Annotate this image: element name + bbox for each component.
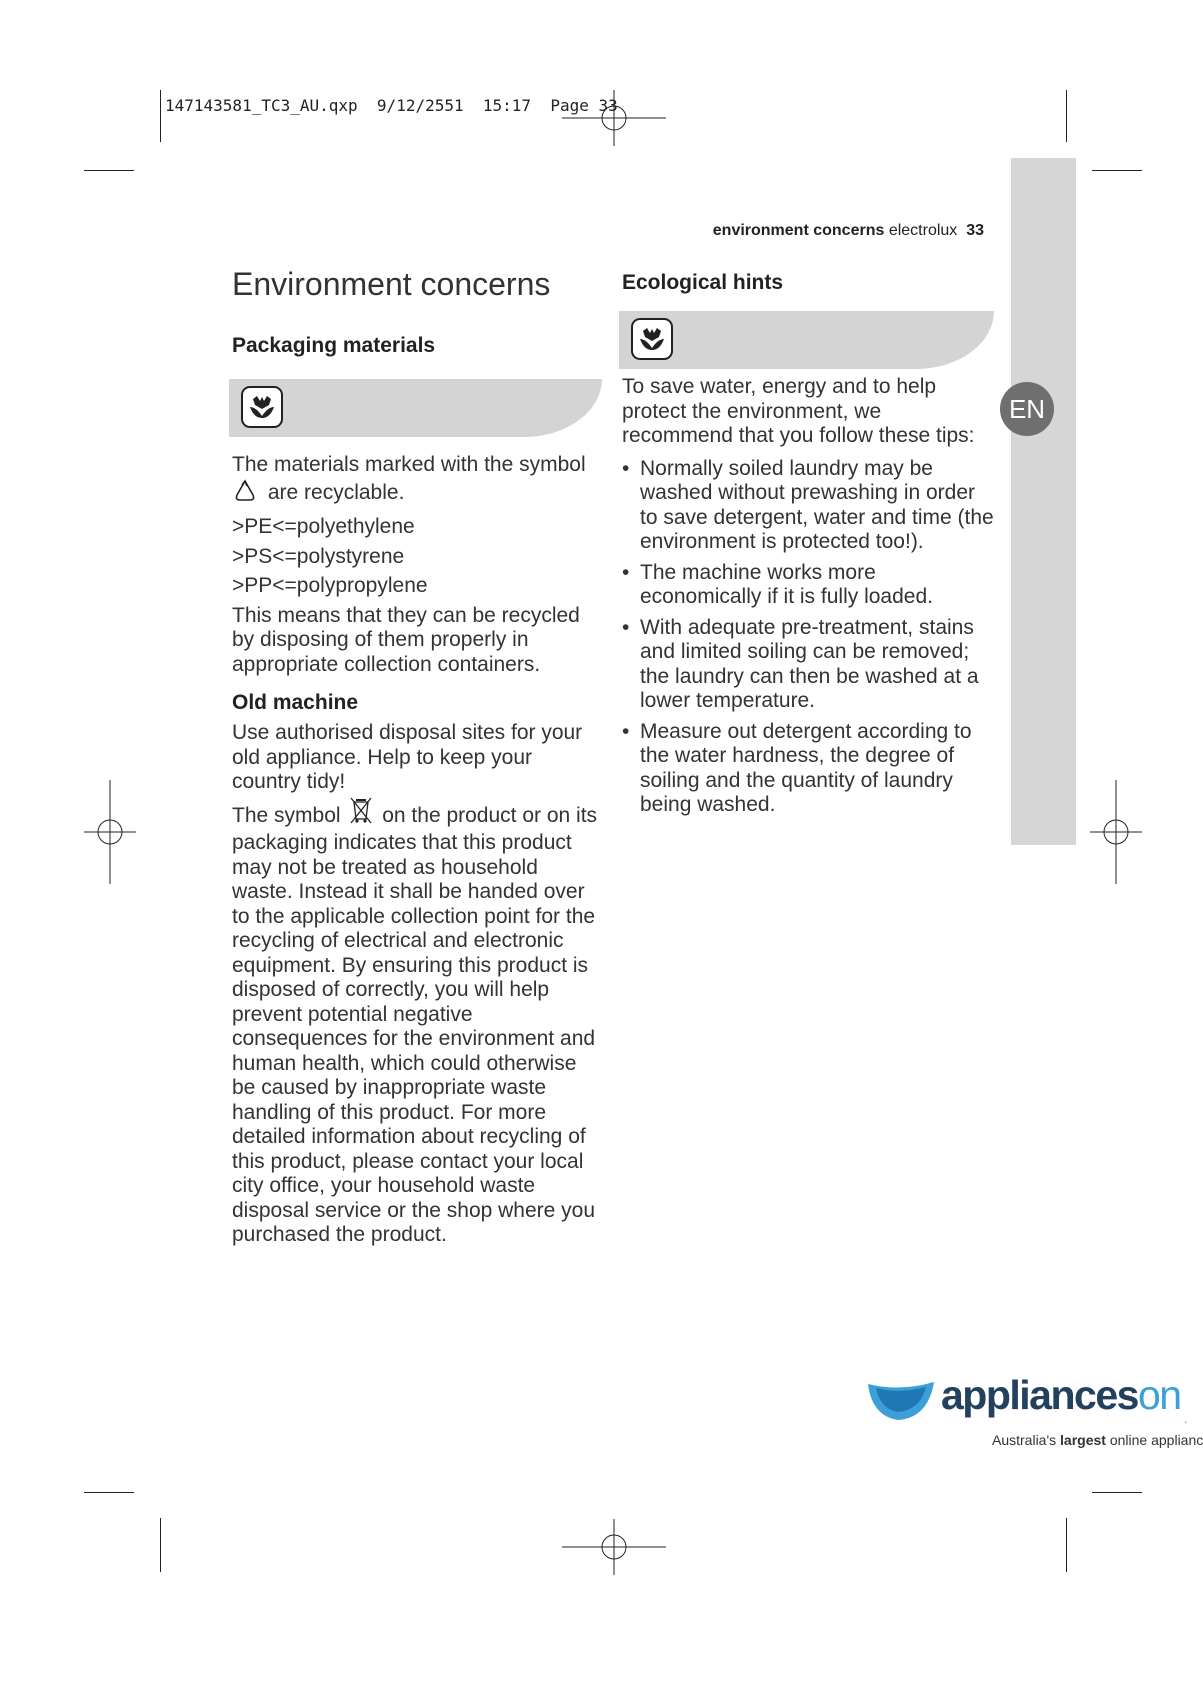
running-header-brand: electrolux (888, 222, 958, 239)
material-item: >PP<=polypropylene (232, 574, 428, 597)
registration-mark-right (1090, 780, 1142, 884)
slug-time: 15:17 (482, 96, 532, 115)
side-tab (1011, 158, 1076, 845)
left-column (232, 266, 602, 1248)
list-item: • Normally soiled laundry may be washed without prewashing in order to save detergent, water and time (the environment is protected too!). (622, 457, 994, 555)
print-slug (165, 96, 618, 115)
logo-tagline: Australia's largest online applianc (992, 1432, 1203, 1448)
crop-mark (1066, 1518, 1067, 1572)
old-machine-intro: Use authorised disposal sites for your old appliance. Help to keep your country tidy! (232, 721, 583, 793)
page-title: Environment concerns (232, 266, 551, 302)
registration-mark-left (84, 780, 136, 884)
registration-mark-top (562, 90, 666, 146)
slug-filename: 147143581_TC3_AU.qxp (165, 96, 358, 115)
crop-mark (84, 170, 134, 171)
flower-eco-icon (631, 318, 673, 360)
logo-word-main: appliances (941, 1372, 1138, 1418)
material-item: >PE<=polyethylene (232, 515, 415, 538)
recycle-icon (232, 478, 258, 511)
old-machine-heading: Old machine (232, 691, 359, 714)
packaging-closing: This means that they can be recycled by disposing of them properly in appropriate collection containers. (232, 603, 580, 676)
page-number: 33 (966, 222, 984, 239)
crop-mark (84, 1492, 134, 1493)
logo-swoosh-icon (866, 1380, 936, 1424)
language-badge: EN (1000, 382, 1054, 436)
running-header-section: environment concerns (712, 222, 885, 239)
crop-mark (160, 1518, 161, 1572)
packaging-symbol-line (232, 453, 602, 510)
old-machine-text-before: The symbol (232, 803, 341, 827)
crop-mark (1092, 1492, 1142, 1493)
appliances-online-watermark (866, 1362, 1203, 1462)
old-machine-text-after: on the product or on its packaging indicates that this product may not be treated as household waste. Instead it shall be handed over to the applicable collection point for the recycling of electrical and electronic equipment. By ensuring this product is disposed of correctly, you will help prevent potential negative consequences for the environment and human health, which could otherwise be caused by inappropriate waste handling of this product. For more detailed information about recycling of this product, please contact your local city office, your household waste disposal service or the shop where you purchased the product. (232, 803, 598, 1246)
ecological-heading: Ecological hints (622, 271, 784, 294)
logo-wordmark (941, 1372, 1181, 1419)
ecological-intro: To save water, energy and to help protect the environment, we recommend that you follow these tips: (622, 375, 975, 447)
logo-dot: . (1184, 1412, 1188, 1426)
right-column (622, 266, 994, 824)
slug-date: 9/12/2551 (376, 96, 464, 115)
packaging-text-before: The materials marked with the symbol (232, 453, 586, 476)
crop-mark (1066, 90, 1067, 142)
list-item: • Measure out detergent according to the water hardness, the degree of soiling and the quantity of laundry being washed. (622, 720, 994, 818)
slug-page: Page 33 (550, 96, 618, 115)
packaging-heading: Packaging materials (232, 334, 436, 357)
ecological-eco-banner (619, 311, 994, 369)
registration-mark-bottom (562, 1519, 666, 1575)
material-item: >PS<=polystyrene (232, 544, 405, 568)
crop-mark (1092, 170, 1142, 171)
list-item: • The machine works more economically if it is fully loaded. (622, 561, 994, 610)
list-item: • With adequate pre-treatment, stains and limited soiling can be removed; the laundry can then be washed at a lower temperature. (622, 616, 994, 714)
old-machine-body (232, 795, 602, 1248)
running-header (713, 222, 984, 240)
ecological-tips-list (622, 457, 994, 818)
flower-eco-icon (241, 386, 283, 428)
packaging-text-after: are recyclable. (267, 480, 405, 504)
packaging-eco-banner (229, 379, 602, 437)
crossed-bin-icon (348, 795, 374, 832)
crop-mark (160, 90, 161, 142)
logo-word-accent: on (1137, 1372, 1181, 1418)
